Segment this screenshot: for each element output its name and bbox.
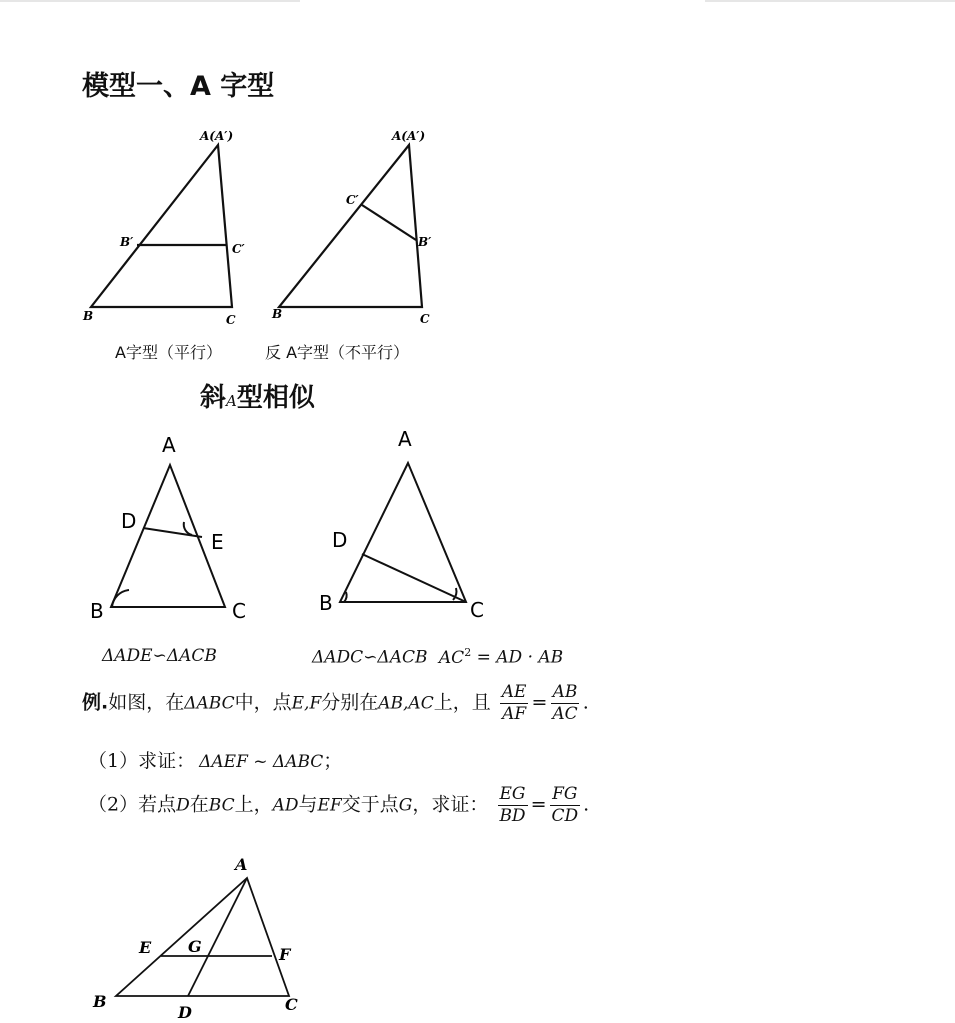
math-segment: BC xyxy=(208,795,235,816)
figure-oblique-a-2 xyxy=(310,420,510,630)
label-cp: C′ xyxy=(232,242,245,256)
numerator: AE xyxy=(501,682,527,702)
question-text: 上， xyxy=(234,793,273,816)
math-expression: ΔAEF ~ ΔABC xyxy=(199,752,324,772)
label-a: A xyxy=(235,855,248,874)
label-b: B xyxy=(93,992,107,1011)
fraction-fg-cd xyxy=(549,786,580,825)
label-e: E xyxy=(139,938,152,957)
question-2 xyxy=(88,786,589,825)
label-bp: B′ xyxy=(418,235,432,249)
label-cp: C′ xyxy=(346,193,359,207)
question-text: 交于点 xyxy=(341,793,399,816)
label-c: C xyxy=(420,312,430,326)
question-1 xyxy=(88,746,342,773)
math-point: G xyxy=(398,795,413,816)
label-c: C xyxy=(285,995,298,1014)
math-segment: AD xyxy=(272,795,299,816)
heading-letter: A xyxy=(226,392,237,410)
denominator: AC xyxy=(552,704,578,724)
figure-caption: A字型（平行） xyxy=(115,343,222,362)
example-text: 如图，在 xyxy=(108,691,185,714)
triangle-abc xyxy=(340,463,466,602)
question-text: 与 xyxy=(298,793,318,816)
example-label: 例. xyxy=(82,691,109,714)
figure-reverse-a-shape xyxy=(268,125,448,330)
segment-cpbp xyxy=(362,205,416,240)
top-rule-right xyxy=(705,0,955,2)
label-bp: B′ xyxy=(120,235,134,249)
segment-de xyxy=(143,528,202,537)
formula-rhs: = AD · AB xyxy=(476,647,564,668)
figure-example xyxy=(85,850,325,1023)
label-a: A xyxy=(162,433,176,457)
angle-mark-e xyxy=(184,522,192,535)
period: . xyxy=(582,691,589,714)
label-e: E xyxy=(211,530,224,554)
label-d: D xyxy=(178,1003,192,1022)
label-a: A(A′) xyxy=(200,129,234,143)
figure-oblique-a-1 xyxy=(80,425,260,635)
math-segment: EF xyxy=(317,795,342,816)
triangle-abc xyxy=(111,465,225,607)
figure-a-shape-parallel xyxy=(80,125,260,330)
label-b: B xyxy=(272,307,283,321)
label-b: B xyxy=(319,591,333,615)
heading-prefix: 斜 xyxy=(200,383,227,413)
figure-caption: 反 A字型（不平行） xyxy=(265,343,410,362)
similarity-caption: ΔADC∽ΔACB xyxy=(312,647,428,668)
label-a: A xyxy=(398,427,412,451)
triangle-abc xyxy=(91,145,232,307)
label-d: D xyxy=(332,528,348,552)
example-text: 分别在 xyxy=(321,691,379,714)
subsection-heading xyxy=(200,377,315,414)
numerator: FG xyxy=(552,784,578,804)
triangle-abc xyxy=(116,878,289,996)
example-statement xyxy=(82,684,589,723)
equals-sign: = xyxy=(530,793,547,816)
numerator: EG xyxy=(499,784,526,804)
formula-lhs: AC xyxy=(438,647,465,668)
label-c: C xyxy=(226,313,236,327)
top-rule-left xyxy=(0,0,300,2)
math-points: E,F xyxy=(291,693,322,714)
triangle-abc xyxy=(279,145,422,307)
numerator: AB xyxy=(552,682,578,702)
segment-dc xyxy=(362,554,466,602)
question-text: 求证： xyxy=(138,750,196,772)
similarity-statement: ΔADE∽ΔACB xyxy=(102,646,217,666)
label-c: C xyxy=(470,598,484,622)
fraction-ab-ac xyxy=(550,684,579,723)
semicolon: ； xyxy=(323,750,343,772)
example-text: 上，且 xyxy=(433,691,491,714)
question-text: ，求证： xyxy=(412,793,489,816)
math-point: D xyxy=(176,795,190,816)
formula-exponent: 2 xyxy=(464,646,472,659)
question-number: （1） xyxy=(88,750,139,772)
denominator: BD xyxy=(499,806,526,826)
label-d: D xyxy=(121,509,137,533)
question-text: 在 xyxy=(189,793,209,816)
angle-mark-b xyxy=(112,590,129,607)
label-b: B xyxy=(90,599,104,623)
label-c: C xyxy=(232,599,246,623)
label-a: A(A′) xyxy=(392,129,426,143)
math-sides: AB,AC xyxy=(378,693,434,714)
heading-suffix: 型相似 xyxy=(236,383,315,413)
example-text: 中，点 xyxy=(234,691,292,714)
label-f: F xyxy=(279,945,291,964)
denominator: CD xyxy=(551,806,579,826)
equals-sign: = xyxy=(531,691,548,714)
label-g: G xyxy=(188,937,202,956)
similarity-statement xyxy=(312,646,563,668)
denominator: AF xyxy=(502,704,527,724)
question-number: （2） xyxy=(88,793,139,816)
fraction-eg-bd xyxy=(497,786,527,825)
question-text: 若点 xyxy=(138,793,177,816)
section-heading: 模型一、A 字型 xyxy=(82,71,275,102)
label-b: B xyxy=(83,309,94,323)
fraction-ae-af xyxy=(500,684,529,723)
math-triangle: ΔABC xyxy=(184,693,235,714)
period: . xyxy=(583,793,590,816)
